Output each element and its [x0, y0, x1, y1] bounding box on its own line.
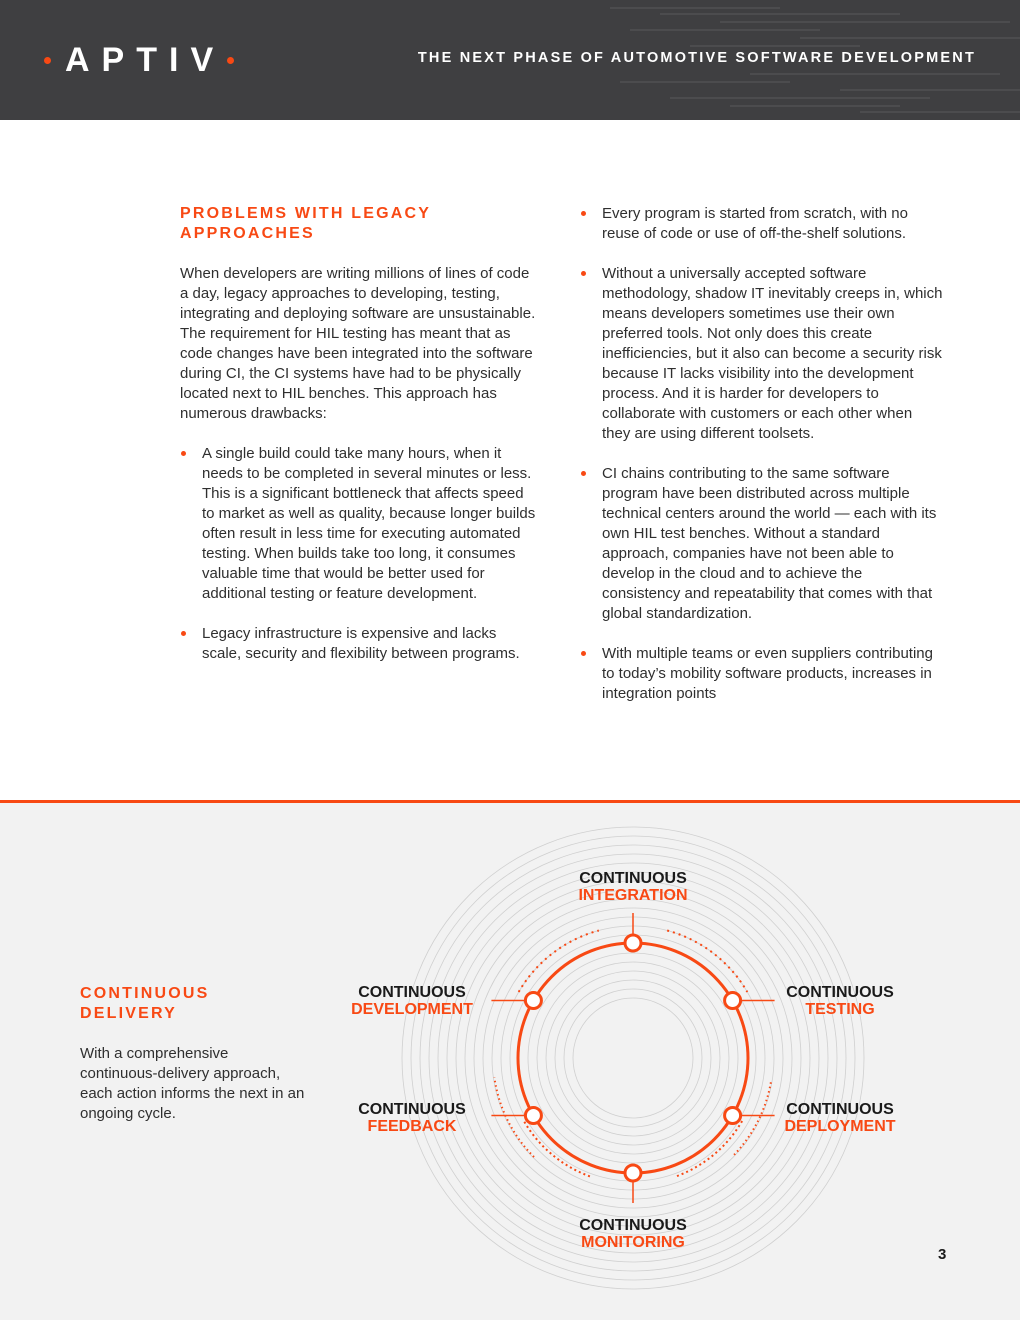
background-ring — [510, 935, 756, 1181]
stage-line2: DEPLOYMENT — [784, 1118, 896, 1135]
stage-feedback — [342, 1101, 482, 1135]
stage-monitoring — [553, 1217, 713, 1251]
background-ring — [573, 998, 693, 1118]
dotted-arcs — [494, 930, 771, 1176]
bullet-text: With multiple teams or even suppliers contributing to today’s mobility software products, increases in integration points — [602, 645, 933, 702]
header-title: THE NEXT PHASE OF AUTOMOTIVE SOFTWARE DEVELOPMENT — [417, 50, 976, 66]
background-ring — [537, 962, 729, 1154]
background-ring — [528, 953, 738, 1163]
stage-node-icon — [625, 935, 641, 951]
stage-integration — [553, 870, 713, 904]
background-ring — [519, 944, 747, 1172]
bullet-text: Legacy infrastructure is expensive and lacks scale, security and flexibility between programs. — [202, 625, 520, 662]
stage-line1: CONTINUOUS — [579, 1217, 687, 1234]
stage-testing — [770, 984, 910, 1018]
section-heading: PROBLEMS WITH LEGACY APPROACHES — [180, 205, 431, 242]
stage-development — [342, 984, 482, 1018]
stage-line2: MONITORING — [581, 1234, 685, 1251]
stage-node-icon — [625, 1165, 641, 1181]
continuous-delivery-body: With a comprehensive continuous-delivery approach, each action informs the next in an ongoing cycle. — [80, 1045, 305, 1122]
background-ring — [546, 971, 720, 1145]
page-number: 3 — [938, 1246, 947, 1263]
bullet-text: Without a universally accepted software methodology, shadow IT inevitably creeps in, which means developers sometimes use their own preferred tools. Not only does this create inefficiencies, but it also can become a security risk because IT lacks visibility into the development process. And it is harder for developers to collaborate with customers or each other when they are using different toolsets. — [602, 265, 943, 442]
stage-node-icon — [725, 1108, 741, 1124]
intro-paragraph: When developers are writing millions of lines of code a day, legacy approaches to developing, testing, integrating and deploying software are unsustainable. The requirement for HIL testing has meant that as code changes have been integrated into the software during CI, the CI systems have had to be physically located next to HIL benches. This approach has numerous drawbacks: — [180, 265, 536, 422]
stage-line2: TESTING — [805, 1001, 875, 1018]
logo-wordmark: APTIV — [65, 41, 226, 79]
stage-line1: CONTINUOUS — [579, 870, 687, 887]
background-ring — [501, 926, 765, 1190]
continuous-delivery-heading: CONTINUOUS DELIVERY — [80, 985, 210, 1022]
connector-lines — [491, 913, 774, 1203]
bullet-text: A single build could take many hours, when it needs to be completed in several minutes or less. This is a significant bottleneck that affects speed to market as well as quality, because longer builds often result in less time for executing automated testing. When builds take too long, it consumes valuable time that would be better used for additional testing or feature development. — [202, 445, 536, 602]
background-ring — [564, 989, 702, 1127]
stage-line1: CONTINUOUS — [358, 1101, 466, 1118]
stage-line2: INTEGRATION — [578, 887, 688, 904]
stage-node-icon — [725, 993, 741, 1009]
cycle-ring — [518, 943, 748, 1173]
background-ring — [420, 845, 846, 1271]
stage-line1: CONTINUOUS — [358, 984, 466, 1001]
stage-node-icon — [525, 1108, 541, 1124]
background-ring — [555, 980, 711, 1136]
stage-line2: FEEDBACK — [367, 1118, 457, 1135]
stage-deployment — [770, 1101, 910, 1135]
stage-node-icon — [525, 993, 541, 1009]
stage-line1: CONTINUOUS — [786, 1101, 894, 1118]
bullet-text: CI chains contributing to the same software program have been distributed across multiple technical centers around the world — each with its own HIL test benches. Without a standard approach, companies have not been able to develop in the cloud and to achieve the consistency and repeatability that comes with that global standardization. — [602, 465, 937, 622]
stage-line2: DEVELOPMENT — [351, 1001, 473, 1018]
stage-line1: CONTINUOUS — [786, 984, 894, 1001]
bullet-text: Every program is started from scratch, with no reuse of code or use of off-the-shelf solutions. — [602, 205, 908, 242]
